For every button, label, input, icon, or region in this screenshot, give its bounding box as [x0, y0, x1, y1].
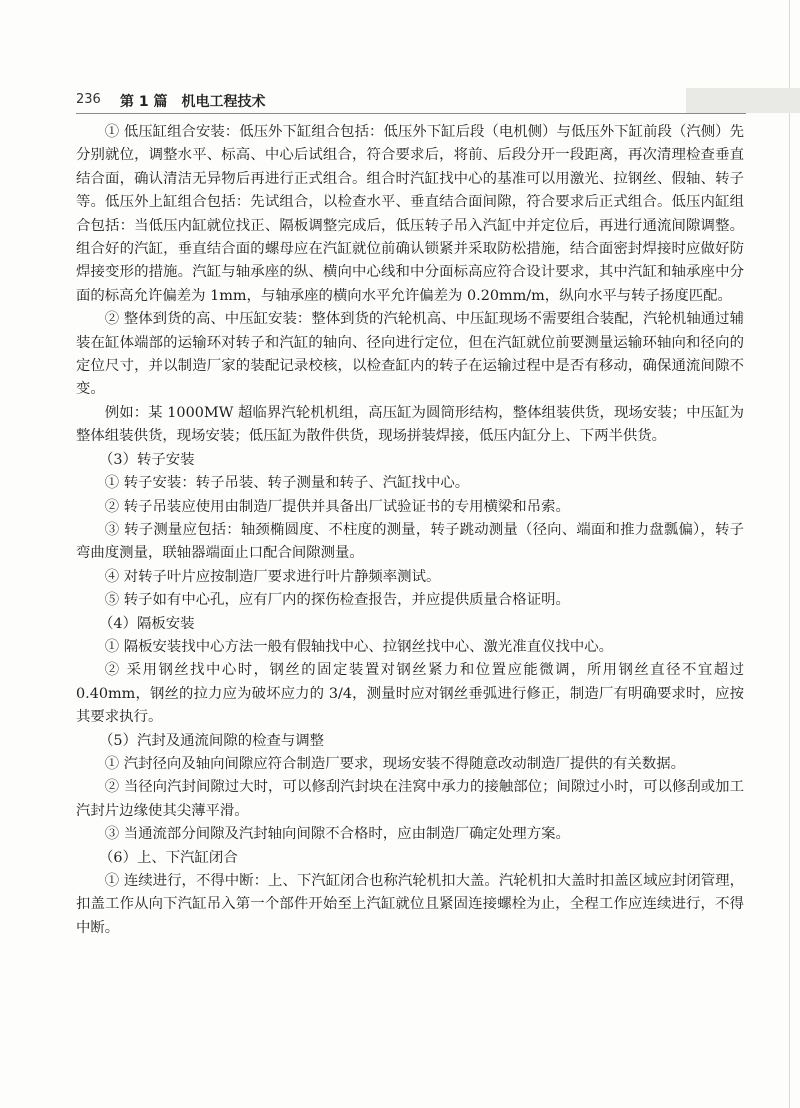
- page-number: 236: [76, 92, 101, 107]
- list-item: ② 转子吊装应使用由制造厂提供并具备出厂试验证书的专用横梁和吊索。: [104, 498, 570, 515]
- paragraph-low-pressure-cylinder: ① 低压缸组合安装：低压外下缸组合包括：低压外下缸后段（电机侧）与低压外下缸前段（汽侧）先分别就位，调整水平、标高、中心后试组合，符合要求后，将前、后段分开一段距离，再次清理检查垂直结合面，确认清洁无异物后再进行正式组合。组合时汽缸找中心的基准可以用激光、拉钢丝、假轴、转子等。低压外上缸组合包括：先试组合，以检查水平、垂直结合面间隙，符合要求后正式组合。低压内缸组合包括：当低压内缸就位找正、隔板调整完成后，低压转子吊入汽缸中并定位后，再进行通流间隙调整。组合好的汽缸，垂直结合面的螺母应在汽缸就位前确认锁紧并采取防松措施，结合面密封焊接时应做好防焊接变形的措施。汽缸与轴承座的纵、横向中心线和中分面标高应符合设计要求，其中汽缸和轴承座中分面的标高允许偏差为 1mm，与轴承座的横向水平允许偏差为 0.20mm/m，纵向水平与转子扬度匹配。: [76, 124, 744, 304]
- list-item: ③ 转子测量应包括：轴颈椭圆度、不柱度的测量，转子跳动测量（径向、端面和推力盘瓢偏），转子弯曲度测量，联轴器端面止口配合间隙测量。: [76, 521, 744, 562]
- page-edge: [789, 0, 790, 1108]
- list-item: ⑤ 转子如有中心孔，应有厂内的探伤检查报告，并应提供质量合格证明。: [104, 592, 570, 609]
- header-band: [686, 88, 800, 113]
- list-item: ① 转子安装：转子吊装、转子测量和转子、汽缸找中心。: [104, 475, 470, 492]
- header-rule: [76, 113, 746, 114]
- section-heading-diaphragm: （4）隔板安装: [99, 615, 195, 632]
- page-body: [76, 121, 744, 940]
- section-heading-cylinder-closing: （6）上、下汽缸闭合: [99, 849, 238, 866]
- chapter-title: 第 1 篇 机电工程技术: [120, 94, 266, 110]
- paragraph-example: 例如：某 1000MW 超临界汽轮机机组，高压缸为圆筒形结构，整体组装供货，现场安装；中压缸为整体组装供货，现场安装；低压缸为散件供货，现场拼装焊接，低压内缸分上、下两半供货。: [76, 404, 744, 445]
- list-item: ① 汽封径向及轴向间隙应符合制造厂要求，现场安装不得随意改动制造厂提供的有关数据。: [104, 755, 685, 772]
- list-item: ① 隔板安装找中心方法一般有假轴找中心、拉钢丝找中心、激光准直仪找中心。: [104, 638, 614, 655]
- section-heading-rotor: （3）转子安装: [99, 451, 195, 468]
- list-item: ③ 当通流部分间隙及汽封轴向间隙不合格时，应由制造厂确定处理方案。: [104, 826, 570, 843]
- page-header: [76, 88, 746, 114]
- paragraph-hp-ip-cylinder: ② 整体到货的高、中压缸安装：整体到货的汽轮机高、中压缸现场不需要组合装配，汽轮机轴通过辅装在缸体端部的运输环对转子和汽缸的轴向、径向进行定位，但在汽缸就位前要测量运输环轴向和径向的定位尺寸，并以制造厂家的装配记录校核，以检查缸内的转子在运输过程中是否有移动，确保通流间隙不变。: [76, 311, 744, 398]
- list-item: ② 当径向汽封间隙过大时，可以修刮汽封块在洼窝中承力的接触部位；间隙过小时，可以修刮或加工汽封片边缘使其尖薄平滑。: [76, 779, 744, 819]
- list-item: ① 连续进行，不得中断：上、下汽缸闭合也称汽轮机扣大盖。汽轮机扣大盖时扣盖区域应封闭管理，扣盖工作从向下汽缸吊入第一个部件开始至上汽缸就位且紧固连接螺栓为止，全程工作应连续进行，不得中断。: [76, 873, 744, 936]
- section-heading-seal-clearance: （5）汽封及通流间隙的检查与调整: [99, 732, 325, 749]
- list-item: ② 采用钢丝找中心时，钢丝的固定装置对钢丝紧力和位置应能微调，所用钢丝直径不宜超过 0.40mm，钢丝的拉力应为破坏应力的 3/4，测量时应对钢丝垂弧进行修正，制造厂有明确要求时，应按其要求执行。: [76, 662, 744, 726]
- list-item: ④ 对转子叶片应按制造厂要求进行叶片静频率测试。: [104, 568, 441, 585]
